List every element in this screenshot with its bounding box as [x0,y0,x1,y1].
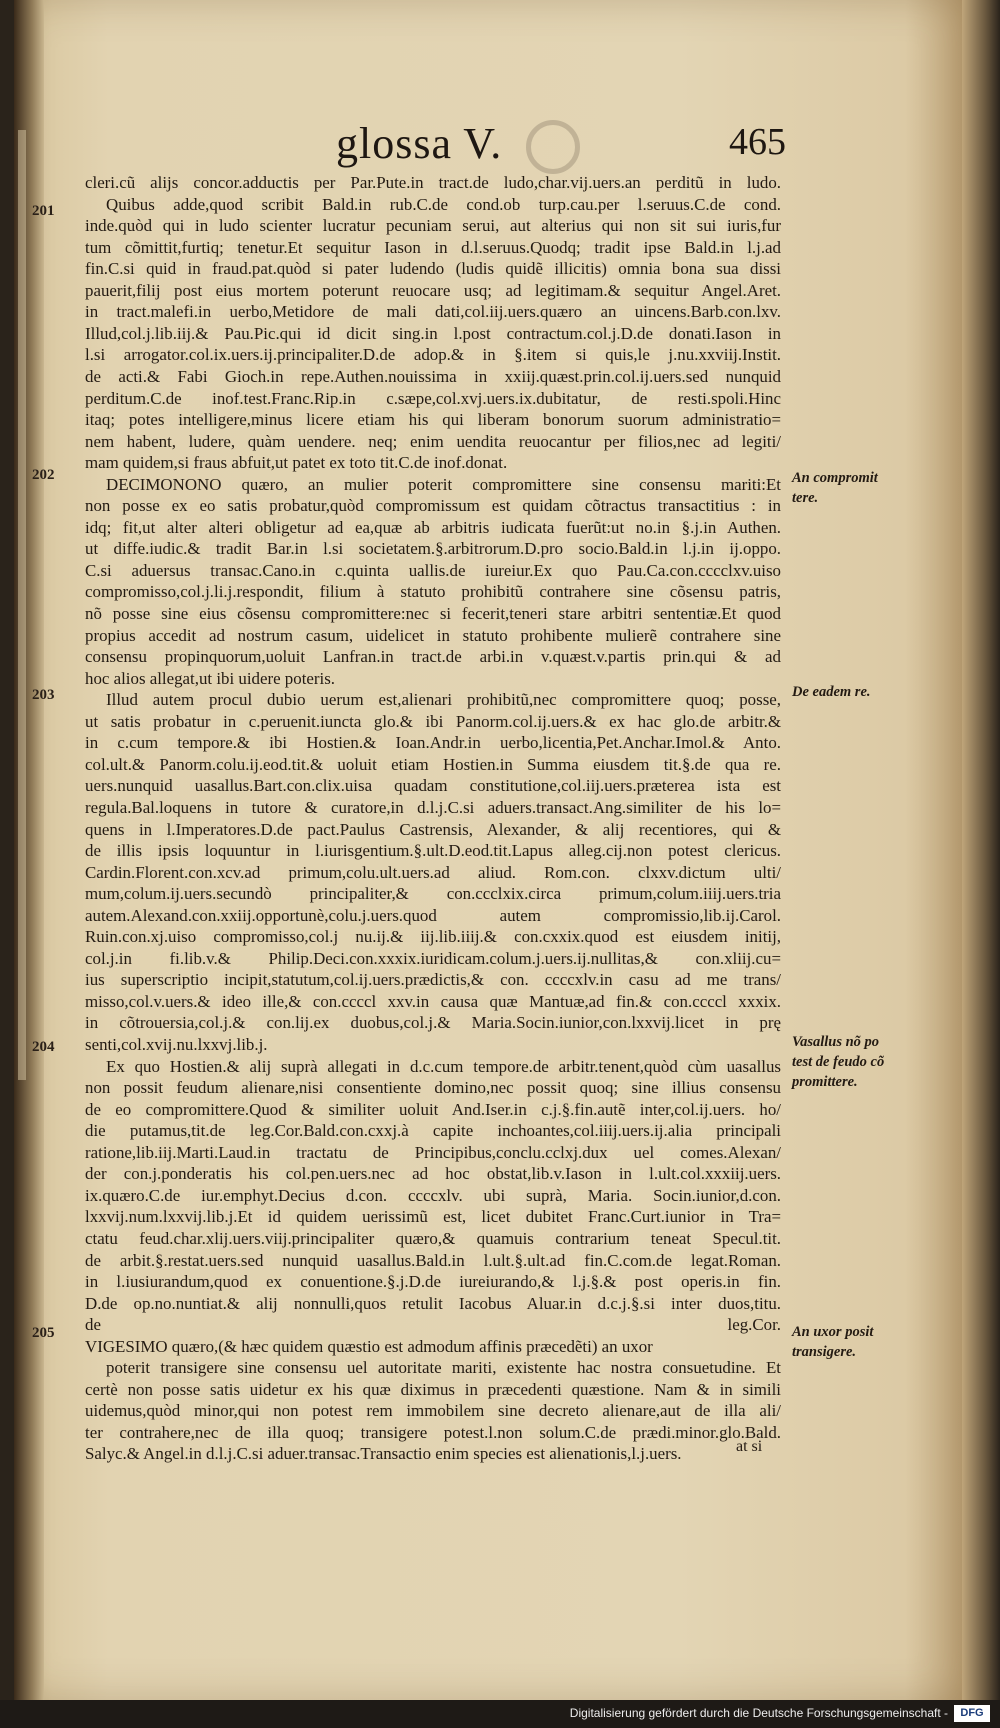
marginal-note [792,1032,902,1092]
text-line: lxxvij.num.lxxvij.lib.j.Et id quidem uerissimũ est, licet dubitet Franc.Curt.iunior in Tra= [85,1207,781,1226]
marginal-note-line: Vasallus nõ po [792,1034,880,1050]
text-line: ut diffe.iudic.& tradit Bar.in l.si societatem.§.arbitrorum.D.pro socio.Bald.in l.j.in ij.oppo. [85,539,781,558]
text-line: de illis ipsis loquuntur in l.iurisgentium.§.ult.D.eod.tit.Lapus alleg.cij.non potest clericus. [85,841,781,860]
paragraph-number: 203 [32,687,55,703]
text-line: misso,col.v.uers.& ideo ille,& con.ccccl xxv.in causa quæ Mantuæ,ad fin.& con.ccccl xxxix. [85,992,781,1011]
text-line: ius superscriptio incipit,statutum,col.ij.uers.prædictis,& con. ccccxlv.in casu ad me trans/ [85,970,781,989]
text-line: non possit feudum alienare,nisi consentiente domino,nec possit quoq; sine illius consensu [85,1078,781,1097]
paragraph-number: 204 [32,1039,55,1055]
text-line: nõ posse sine eius cõsensu compromittere:nec si fecerit,teneri stare arbitri sententiæ.Et quod [85,604,781,623]
text-line: Ruin.con.xj.uiso compromisso,col.j nu.ij.& iij.lib.iiij.& con.cxxix.quod est eiusdem initij, [85,927,781,946]
text-line: ut satis probatur in c.peruenit.iuncta glo.& ibi Panorm.col.ij.uers.& ex hac glo.de arbitr.& [85,712,781,731]
text-line: de eo compromittere.Quod & similiter uoluit And.Iser.in c.j.§.fin.autẽ inter,col.ij.uers. ho/ [85,1100,781,1119]
text-line: ratione,lib.iij.Marti.Laud.in tractatu de Principibus,conclu.cclxj.dux uel comes.Alexan/ [85,1143,781,1162]
text-line: mam quidem,si fraus abfuit,ut patet ex toto tit.C.de inof.donat. [85,453,508,472]
page-edge-shadow [962,0,1000,1700]
page-header [336,118,786,170]
text-line: in l.iusiurandum,quod ex conuentione.§.j.D.de iureiurando,& l.j.§.& post operis.in fin. [85,1272,781,1291]
text-line: hoc alios allegat,ut ibi uidere poteris. [85,669,336,688]
paragraph-number: 202 [32,467,55,483]
marginal-note [792,682,902,702]
marginal-note-line: promittere. [792,1074,858,1090]
text-line: die putamus,tit.de leg.Cor.Bald.con.cxxj.à capite inchoantes,col.iiij.uers.ij.alia principali [85,1121,781,1140]
marginal-note [792,468,902,508]
text-line: certè non posse satis uidetur ex his quæ diximus in præcedenti quæstione. Nam & in simili [85,1380,781,1399]
marginal-note [792,1322,902,1362]
book-page [14,0,962,1700]
text-line: idq; fit,ut alter alteri obligetur ad ea,quæ ab arbitris iudicata fuerũt:ut no.in §.j.in Authen. [85,518,781,537]
text-line: propius accedit ad nostrum casum, uidelicet in statuto prohibente mulierẽ contrahere sine [85,626,781,645]
text-line: tum cõmittit,furtiq; tenetur.Et sequitur Iason in d.l.seruus.Quodq; tradit ipse Bald.in l.j.ad [85,238,781,257]
marginal-note-line: An compromit [792,470,878,486]
text-line: D.de op.no.nuntiat.& alij nonnulli,quos retulit Iacobus Aluar.in d.c.j.§.si inter duos,titu. [85,1294,781,1313]
footer-credit: Digitalisierung gefördert durch die Deutsche Forschungsgemeinschaft - [569,1706,948,1720]
paragraph-number: 205 [32,1325,55,1341]
text-line: senti,col.xvij.nu.lxxvj.lib.j. [85,1035,268,1054]
text-line: cleri.cũ alijs concor.adductis per Par.Pute.in tract.de ludo,char.vij.uers.an perditũ in ludo. [85,173,781,192]
text-line: non posse ex eo satis probatur,quòd compromissum est quidam cõtractus transactitius : in [85,496,781,515]
marginal-note-line: transigere. [792,1344,857,1360]
text-line: uers.nunquid uasallus.Bart.con.clix.uisa quadam constitutione,col.iij.uers.præterea ista est [85,776,781,795]
text-line: col.j.in fi.lib.v.& Philip.Deci.con.xxxix.iuridicam.colum.j.uers.ij.nullitas,& con.xliij.cu= [85,949,781,968]
text-line: ctatu feud.char.xlij.uers.viij.principaliter quæro,& quamuis contrarium teneat Specul.tit. [85,1229,781,1248]
catchword: at si [736,1438,763,1455]
text-line: der con.j.ponderatis his col.pen.uers.nec ad hoc obstat,lib.v.Iason in l.ult.col.xxxiij.uers. [85,1164,781,1183]
text-line: ix.quæro.C.de iur.emphyt.Decius d.con. ccccxlv. ubi suprà, Maria. Socin.iunior,d.con. [85,1186,781,1205]
text-line: quens in l.Imperatores.D.de pact.Paulus Castrensis, Alexander, & alij recentiores, qui & [85,820,781,839]
text-line: consensu propinquorum,uoluit Lanfran.in tract.de arbi.in v.quæst.v.partis prin.qui & ad [85,647,781,666]
text-line: inde.quòd qui in ludo scienter lucratur pecuniam serui, aut alterius qui non sit sui iuris,fur [85,216,781,235]
text-line: col.ult.& Panorm.colu.ij.eod.tit.& uoluit etiam Hostien.in Summa eiusdem tit.§.de qua re. [85,755,781,774]
marginal-note-line: test de feudo cõ [792,1054,885,1070]
marginal-note-line: tere. [792,490,819,506]
text-line: regula.Bal.loquens in tutore & curatore,in d.l.j.C.si aduers.transact.Ang.similiter de his lo= [85,798,781,817]
text-line: VIGESIMO quæro,(& hæc quidem quæstio est admodum affinis præcedẽti) an uxor [85,1337,653,1356]
marginal-note-line: De eadem re. [792,684,871,700]
text-line: in tract.malefi.in uerbo,Metidore de mali dati,col.iij.uers.quæro an uincens.Barb.con.lxv. [85,302,781,321]
text-line: autem.Alexand.con.xxiij.opportunè,colu.j.uers.quod autem compromissio,lib.ij.Carol. [85,906,781,925]
paragraph-number: 201 [32,203,55,219]
page-number: 465 [729,121,786,163]
text-line: pauerit,filij post eius mortem poterunt reuocare usq; ad legitimam.& sequitur Angel.Aret. [85,281,781,300]
text-line: l.si arrogator.col.ix.uers.ij.principaliter.D.de adop.& in §.item si quis,le j.nu.xxviij.Instit. [85,345,781,364]
adjacent-page-strip [18,130,26,1080]
footer-bar [0,1700,1000,1728]
text-line: Illud autem procul dubio uerum est,alienari prohibitũ,nec compromittere quoq; posse, [106,690,781,709]
text-line: de leg.Cor. [85,1315,781,1334]
text-line: fin.C.si quid in fraud.pat.quòd si pater ludendo (ludis quidẽ illicitis) omnia bona sua dissi [85,259,781,278]
text-line: Quibus adde,quod scribit Bald.in rub.C.de cond.ob turp.cau.per l.seruus.C.de cond. [106,195,781,214]
text-line: in c.cum tempore.& ibi Hostien.& Ioan.Andr.in uerbo,licentia,Pet.Anchar.Imol.& Anto. [85,733,781,752]
text-line: ter contrahere,nec de illa quoq; transigere potest.l.non solum.C.de prædi.minor.glo.Bald. [85,1423,781,1442]
text-line: itaq; potes intelligere,minus licere etiam his qui liberam bonorum suorum administratio= [85,410,781,429]
dfg-logo: DFG [954,1705,990,1722]
text-line: de acti.& Fabi Gioch.in repe.Authen.nouissima in xxiij.quæst.prin.col.ij.uers.sed nunquid [85,367,781,386]
text-line: perditum.C.de inof.test.Franc.Rip.in c.sæpe,col.xvj.uers.ix.dubitatur, de resti.spoli.Hinc [85,389,781,408]
show-through-letter [526,120,580,174]
text-line: DECIMONONO quæro, an mulier poterit compromittere sine consensu mariti:Et [106,475,781,494]
running-title: glossa V. [336,119,503,168]
marginal-note-line: An uxor posit [792,1324,874,1340]
text-line: in cõtrouersia,col.j.& con.lij.ex duobus,col.j.& Maria.Socin.iunior,con.lxxvij.licet in prę [85,1013,781,1032]
text-line: C.si aduersus transac.Cano.in c.quinta uallis.de iureiur.Ex quo Pau.Ca.con.cccclxv.uiso [85,561,781,580]
text-line: mum,colum.ij.uers.secundò principaliter,& con.ccclxix.circa primum,colum.iiij.uers.tria [85,884,781,903]
text-line: Illud,col.j.lib.iij.& Pau.Pic.qui id dicit sing.in l.post contractum.col.j.D.de donati.Iason in [85,324,781,343]
text-line: de arbit.§.restat.uers.sed nunquid uasallus.Bald.in l.ult.§.ult.ad fin.C.com.de legat.Roman. [85,1251,781,1270]
text-line: Salyc.& Angel.in d.l.j.C.si aduer.transac.Transactio enim species est alienationis,l.j.uers. [85,1444,682,1463]
text-line: Cardin.Florent.con.xcv.ad primum,colu.ult.uers.ad aliud. Rom.con. clxxv.dictum ulti/ [85,863,781,882]
text-line: uidemus,quòd minor,qui non potest rem immobilem sine decreto alienare,aut de illa ali/ [85,1401,781,1420]
text-line: poterit transigere sine consensu uel autoritate mariti, existente hac nostra consuetudine. Et [106,1358,781,1377]
text-line: nem habent, ludere, quàm uendere. neq; enim uendita reuocantur per filios,nec ad legiti/ [85,432,781,451]
text-line: compromisso,col.j.li.j.respondit, filium à statuto prohibitũ contrahere sine cõsensu patris, [85,582,781,601]
text-line: Ex quo Hostien.& alij suprà allegati in d.c.cum tempore.de arbitr.tenent,quòd cùm uasallus [106,1057,781,1076]
